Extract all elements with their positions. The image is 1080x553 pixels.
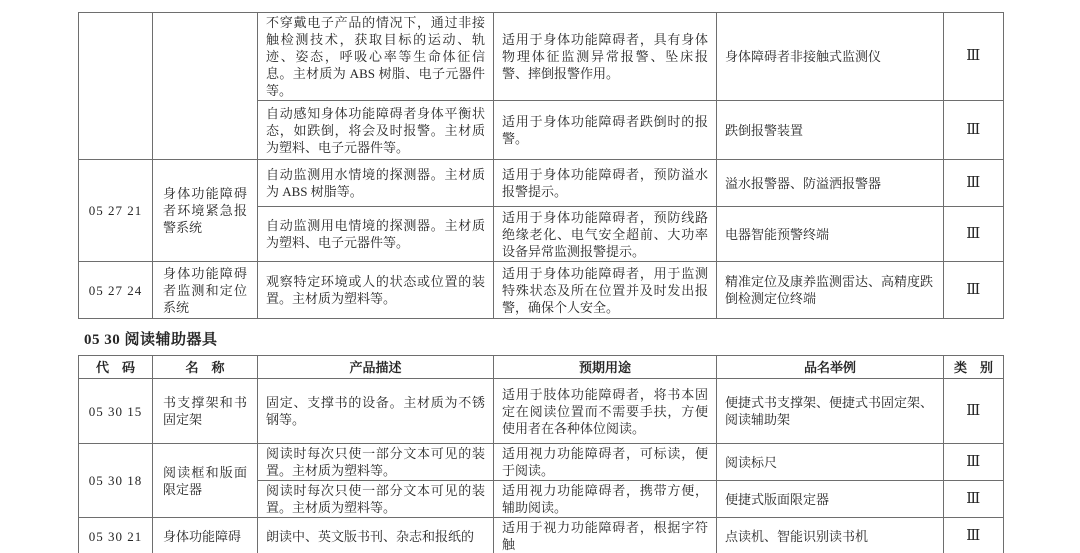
product-description-cell: 自动监测用水情境的探测器。主材质为 ABS 树脂等。 [258, 160, 494, 207]
table-row [79, 379, 1004, 444]
category-cell: Ⅲ [944, 518, 1004, 553]
name-cell [153, 13, 258, 160]
header-description: 产品描述 [258, 356, 494, 379]
product-description-cell: 固定、支撑书的设备。主材质为不锈钢等。 [258, 379, 494, 444]
product-examples-cell: 电器智能预警终端 [717, 207, 944, 262]
product-description-cell: 观察特定环境或人的状态或位置的装置。主材质为塑料等。 [258, 262, 494, 319]
code-cell: 05 30 15 [79, 379, 153, 444]
header-code: 代 码 [79, 356, 153, 379]
product-examples-cell: 身体障碍者非接触式监测仪 [717, 13, 944, 101]
category-cell: Ⅲ [944, 101, 1004, 160]
category-cell: Ⅲ [944, 262, 1004, 319]
code-cell: 05 30 21 [79, 518, 153, 553]
product-description-cell: 阅读时每次只使一部分文本可见的装置。主材质为塑料等。 [258, 444, 494, 481]
product-description-cell: 朗读中、英文版书刊、杂志和报纸的 [258, 518, 494, 553]
header-examples: 品名举例 [717, 356, 944, 379]
intended-use-cell: 适用视力功能障碍者，携带方便，辅助阅读。 [494, 481, 717, 518]
intended-use-cell: 适用于身体功能障碍者，预防线路绝缘老化、电气安全超前、大功率设备异常监测报警提示。 [494, 207, 717, 262]
code-cell: 05 27 24 [79, 262, 153, 319]
table-row [79, 518, 1004, 553]
name-cell: 身体功能障碍者环境紧急报警系统 [153, 160, 258, 262]
product-examples-cell: 溢水报警器、防溢洒报警器 [717, 160, 944, 207]
product-examples-cell: 便捷式版面限定器 [717, 481, 944, 518]
code-cell: 05 30 18 [79, 444, 153, 518]
category-cell: Ⅲ [944, 379, 1004, 444]
intended-use-cell: 适用视力功能障碍者，可标读，便于阅读。 [494, 444, 717, 481]
name-cell: 身体功能障碍 [153, 518, 258, 553]
reading-aids-table [78, 355, 1004, 553]
name-cell: 阅读框和版面限定器 [153, 444, 258, 518]
name-cell: 身体功能障碍者监测和定位系统 [153, 262, 258, 319]
intended-use-cell: 适用于身体功能障碍者，用于监测特殊状态及所在位置并及时发出报警，确保个人安全。 [494, 262, 717, 319]
table-row [79, 262, 1004, 319]
intended-use-cell: 适用于身体功能障碍者跌倒时的报警。 [494, 101, 717, 160]
name-cell: 书支撑架和书固定架 [153, 379, 258, 444]
product-examples-cell: 阅读标尺 [717, 444, 944, 481]
product-description-cell: 阅读时每次只使一部分文本可见的装置。主材质为塑料等。 [258, 481, 494, 518]
assistive-device-table-continued [78, 12, 1004, 319]
table-header-row [79, 356, 1004, 379]
category-cell: Ⅲ [944, 207, 1004, 262]
header-category: 类 别 [944, 356, 1004, 379]
category-cell: Ⅲ [944, 160, 1004, 207]
category-cell: Ⅲ [944, 444, 1004, 481]
code-cell [79, 13, 153, 160]
product-description-cell: 不穿戴电子产品的情况下，通过非接触检测技术，获取目标的运动、轨迹、姿态，呼吸心率等生命体征信息。主材质为 ABS 树脂、电子元器件等。 [258, 13, 494, 101]
product-description-cell: 自动监测用电情境的探测器。主材质为塑料、电子元器件等。 [258, 207, 494, 262]
table-row [79, 13, 1004, 101]
intended-use-cell: 适用于身体功能障碍者，具有身体物理体征监测异常报警、坠床报警、摔倒报警作用。 [494, 13, 717, 101]
table-row [79, 160, 1004, 207]
product-examples-cell: 点读机、智能识别读书机 [717, 518, 944, 553]
product-examples-cell: 精准定位及康养监测雷达、高精度跌倒检测定位终端 [717, 262, 944, 319]
header-name: 名 称 [153, 356, 258, 379]
code-cell: 05 27 21 [79, 160, 153, 262]
product-description-cell: 自动感知身体功能障碍者身体平衡状态，如跌倒，将会及时报警。主材质为塑料、电子元器件等。 [258, 101, 494, 160]
header-intended-use: 预期用途 [494, 356, 717, 379]
product-examples-cell: 便捷式书支撑架、便捷式书固定架、阅读辅助架 [717, 379, 944, 444]
category-cell: Ⅲ [944, 13, 1004, 101]
table-row [79, 444, 1004, 481]
intended-use-cell: 适用于肢体功能障碍者，将书本固定在阅读位置而不需要手扶，方便使用者在各种体位阅读。 [494, 379, 717, 444]
section-heading: 05 30 阅读辅助器具 [84, 332, 218, 348]
product-examples-cell: 跌倒报警装置 [717, 101, 944, 160]
intended-use-cell: 适用于身体功能障碍者，预防溢水报警提示。 [494, 160, 717, 207]
category-cell: Ⅲ [944, 481, 1004, 518]
intended-use-cell: 适用于视力功能障碍者，根据字符触 [494, 518, 717, 553]
